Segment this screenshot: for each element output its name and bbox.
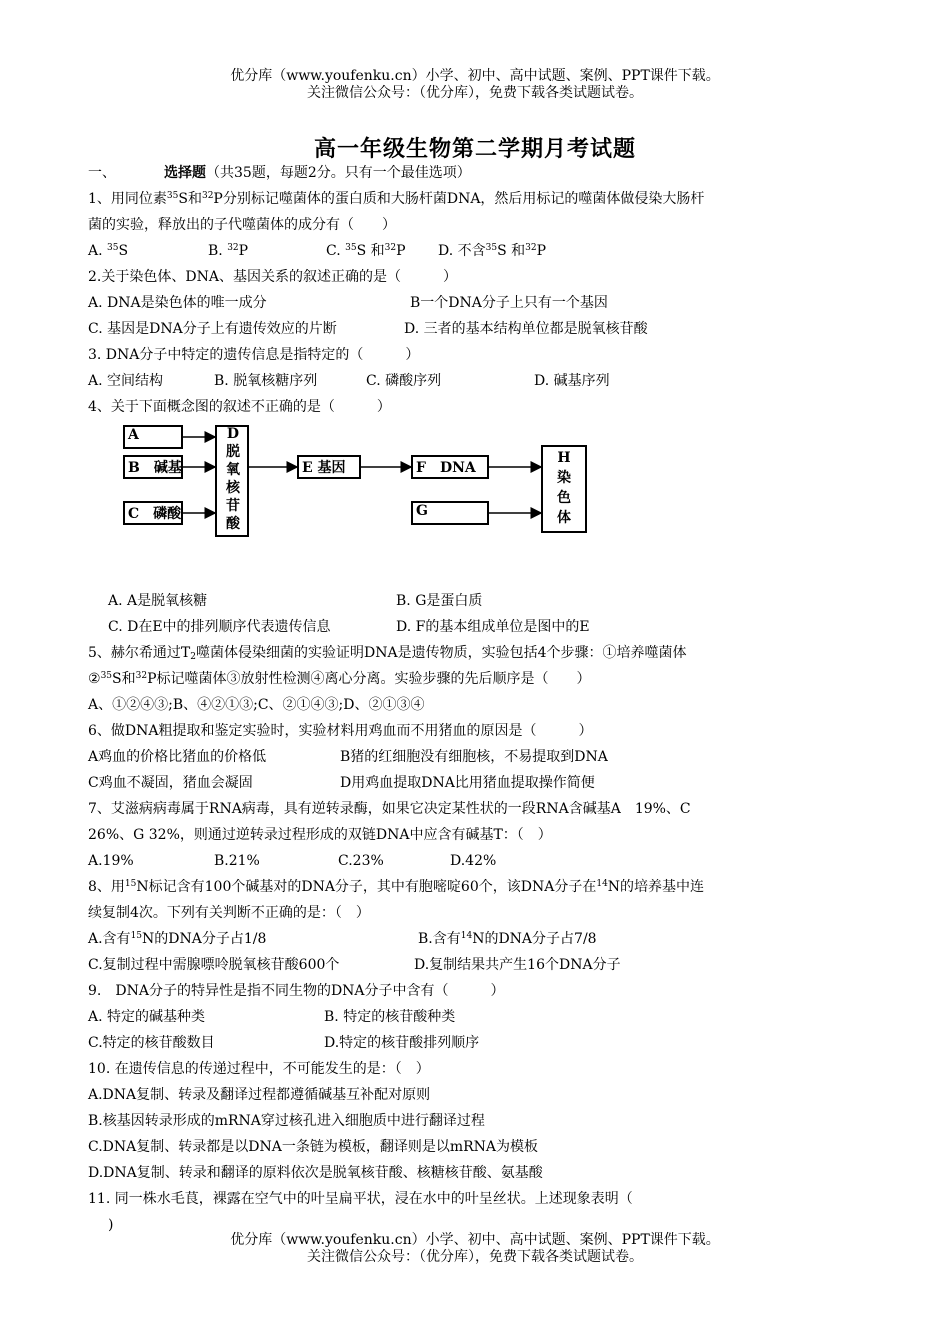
box-d-label: D 脱 氧 核 苷 酸 xyxy=(226,426,240,532)
header-line-2: 关注微信公众号：（优分库），免费下载各类试题试卷。 xyxy=(307,85,643,101)
box-e-label: E 基因 xyxy=(302,460,346,476)
q2-options-cd xyxy=(88,316,848,342)
box-h-label: H 染 色 体 xyxy=(557,450,571,526)
header-line-1: 优分库（www.youfenku.cn）小学、初中、高中试题、案例、PPT课件下载。 xyxy=(230,68,720,84)
q9-options-ab xyxy=(88,1004,848,1030)
section-desc: （共35题，每题2分。只有一个最佳选项） xyxy=(206,165,471,181)
page-title: 高一年级生物第二学期月考试题 xyxy=(313,136,636,162)
q11-stem-line2: ) xyxy=(108,1217,114,1233)
q7-option-b: B.21% xyxy=(214,853,260,869)
q8-option-b: B.含有$^{14}$N的DNA分子占7/8 xyxy=(418,931,597,947)
q6-option-c: C鸡血不凝固，猪血会凝固 xyxy=(88,775,253,791)
q10-stem: 10. 在遗传信息的传递过程中，不可能发生的是：（ ） xyxy=(88,1061,430,1077)
q7-stem-line2: 26%、G 32%，则通过逆转录过程形成的双链DNA中应含有碱基T：（ ） xyxy=(88,827,552,843)
box-g-label: G xyxy=(416,503,428,519)
q1-stem-line2: 菌的实验，释放出的子代噬菌体的成分有（ ） xyxy=(88,217,396,233)
q9-option-b: B. 特定的核苷酸种类 xyxy=(324,1009,456,1025)
q2-stem: 2.关于染色体、DNA、基因关系的叙述正确的是（ ） xyxy=(88,269,457,285)
q2-option-d: D. 三者的基本结构单位都是脱氧核苷酸 xyxy=(404,321,648,337)
q6-option-a: A鸡血的价格比猪血的价格低 xyxy=(88,749,267,765)
q8-option-d: D.复制结果共产生16个DNA分子 xyxy=(414,957,621,973)
q11-stem-line1: 11. 同一株水毛茛，裸露在空气中的叶呈扁平状，浸在水中的叶呈丝状。上述现象表明（ xyxy=(88,1191,633,1207)
q4-option-c: C. D在E中的排列顺序代表遗传信息 xyxy=(108,619,331,635)
q9-stem: 9. DNA分子的特异性是指不同生物的DNA分子中含有（ ） xyxy=(88,983,505,999)
q3-options xyxy=(88,368,848,394)
box-b-label: B 碱基 xyxy=(128,460,182,476)
q4-option-a: A. A是脱氧核糖 xyxy=(108,593,208,609)
q8-options-cd xyxy=(88,952,848,978)
q6-stem: 6、做DNA粗提取和鉴定实验时，实验材料用鸡血而不用猪血的原因是（ ） xyxy=(88,723,593,739)
q1-option-a: A. $^{35}$S xyxy=(88,243,129,259)
q1-options xyxy=(88,238,848,264)
q3-option-c: C. 磷酸序列 xyxy=(366,373,442,389)
q10-option-b: B.核基因转录形成的mRNA穿过核孔进入细胞质中进行翻译过程 xyxy=(88,1113,485,1129)
q7-option-d: D.42% xyxy=(450,853,497,869)
q9-options-cd xyxy=(88,1030,848,1056)
q4-options-ab xyxy=(88,588,848,614)
q8-stem-line2: 续复制4次。下列有关判断不正确的是：（ ） xyxy=(88,905,370,921)
q7-option-c: C.23% xyxy=(338,853,384,869)
header-top xyxy=(0,68,950,102)
q2-option-c: C. 基因是DNA分子上有遗传效应的片断 xyxy=(88,321,337,337)
section-name: 选择题 xyxy=(164,165,206,181)
q7-stem-line1: 7、艾滋病病毒属于RNA病毒，具有逆转录酶，如果它决定某性状的一段RNA含碱基A 19%、C xyxy=(88,801,691,817)
q3-option-a: A. 空间结构 xyxy=(88,373,164,389)
q3-option-d: D. 碱基序列 xyxy=(534,373,610,389)
q9-option-c: C.特定的核苷酸数目 xyxy=(88,1035,215,1051)
footer-line-1: 优分库（www.youfenku.cn）小学、初中、高中试题、案例、PPT课件下载。 xyxy=(230,1232,720,1248)
q7-options xyxy=(88,848,848,874)
q3-option-b: B. 脱氧核糖序列 xyxy=(214,373,318,389)
q4-options-cd xyxy=(88,614,848,640)
footer-line-2: 关注微信公众号：（优分库），免费下载各类试题试卷。 xyxy=(307,1249,643,1265)
q3-stem: 3. DNA分子中特定的遗传信息是指特定的（ ） xyxy=(88,347,420,363)
q4-option-d: D. F的基本组成单位是图中的E xyxy=(396,619,590,635)
q6-option-b: B猪的红细胞没有细胞核，不易提取到DNA xyxy=(340,749,608,765)
q1-stem-line1: 1、用同位素$^{35}$S和$^{32}$P分别标记噬菌体的蛋白质和大肠杆菌DNA，然后用标记的噬菌体做侵染大肠杆 xyxy=(88,191,705,207)
section-heading xyxy=(88,160,848,186)
q1-option-b: B. $^{32}$P xyxy=(208,243,249,259)
q8-option-a: A.含有$^{15}$N的DNA分子占1/8 xyxy=(88,931,267,947)
q10-option-c: C.DNA复制、转录都是以DNA一条链为模板，翻译则是以mRNA为模板 xyxy=(88,1139,539,1155)
q5-stem-line2: ②$^{35}$S和$^{32}$P标记噬菌体③放射性检测④离心分离。实验步骤的先后顺序是（ ） xyxy=(88,671,591,687)
q4-stem: 4、关于下面概念图的叙述不正确的是（ ） xyxy=(88,399,391,415)
footer xyxy=(0,1232,950,1266)
q7-option-a: A.19% xyxy=(88,853,134,869)
q2-option-b: B一个DNA分子上只有一个基因 xyxy=(410,295,608,311)
q10-option-a: A.DNA复制、转录及翻译过程都遵循碱基互补配对原则 xyxy=(88,1087,431,1103)
q8-stem-line1: 8、用$^{15}$N标记含有100个碱基对的DNA分子，其中有胞嘧啶60个，该DNA分子在$^{14}$N的培养基中连 xyxy=(88,879,705,895)
concept-map-lines xyxy=(118,420,598,540)
q9-option-d: D.特定的核苷酸排列顺序 xyxy=(324,1035,480,1051)
q1-option-c: C. $^{35}$S 和$^{32}$P xyxy=(326,243,406,259)
q5-stem-line1: 5、赫尔希通过$T_2$噬菌体侵染细菌的实验证明DNA是遗传物质，实验包括4个步骤：①培养噬菌体 xyxy=(88,645,687,662)
q1-option-d: D. 不含$^{35}$S 和$^{32}$P xyxy=(438,243,547,259)
q10-option-d: D.DNA复制、转录和翻译的原料依次是脱氧核苷酸、核糖核苷酸、氨基酸 xyxy=(88,1165,543,1181)
q6-options-cd xyxy=(88,770,848,796)
q2-option-a: A. DNA是染色体的唯一成分 xyxy=(88,295,267,311)
box-a-label: A xyxy=(128,427,139,443)
section-number: 一、 xyxy=(88,165,116,181)
q5-options: A、①②④③;B、④②①③;C、②①④③;D、②①③④ xyxy=(88,697,425,713)
q8-options-ab xyxy=(88,926,848,952)
concept-map xyxy=(88,420,848,588)
q8-option-c: C.复制过程中需腺嘌呤脱氧核苷酸600个 xyxy=(88,957,340,973)
q4-option-b: B. G是蛋白质 xyxy=(396,593,483,609)
question-list xyxy=(88,160,848,1238)
q6-options-ab xyxy=(88,744,848,770)
q6-option-d: D用鸡血提取DNA比用猪血提取操作简便 xyxy=(340,775,595,791)
box-c-label: C 磷酸 xyxy=(128,506,182,522)
q9-option-a: A. 特定的碱基种类 xyxy=(88,1009,206,1025)
box-f-label: F DNA xyxy=(416,460,476,476)
q2-options-ab xyxy=(88,290,848,316)
